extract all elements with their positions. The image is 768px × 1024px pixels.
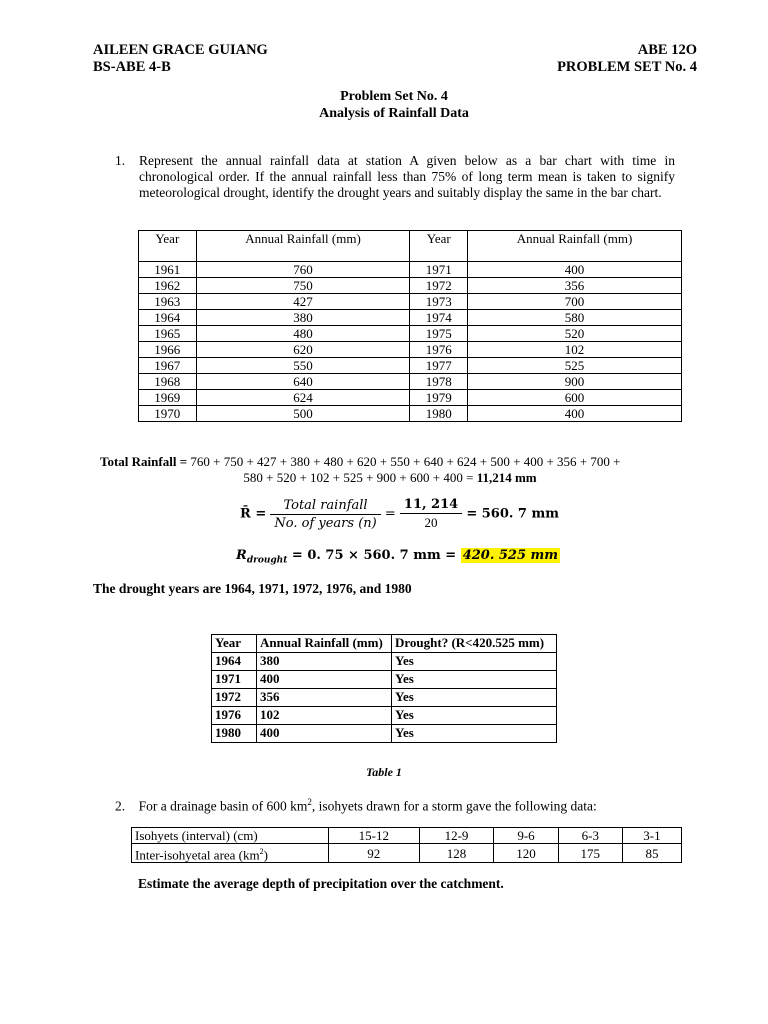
table-row (212, 689, 557, 707)
drought-equation (236, 548, 560, 566)
isohyet-row-intervals (132, 828, 682, 844)
table-cell: 1972 (212, 689, 257, 707)
drought-table-header (212, 635, 557, 653)
table-row (139, 326, 682, 342)
table-cell: 550 (196, 358, 410, 374)
table-cell: 525 (468, 358, 682, 374)
table-row (139, 358, 682, 374)
table-cell: 400 (468, 406, 682, 422)
table-cell: 1967 (139, 358, 197, 374)
table-cell: 1977 (410, 358, 468, 374)
table-cell: 356 (468, 278, 682, 294)
mean-fraction-2 (400, 497, 462, 531)
drought-sub: drought (246, 555, 288, 566)
table-cell: 356 (257, 689, 392, 707)
table-cell: 9-6 (494, 828, 558, 844)
mean-denominator-1: No. of years (n) (274, 515, 377, 531)
title-line-2: Analysis of Rainfall Data (319, 106, 469, 121)
table-cell: 480 (196, 326, 410, 342)
drought-header-rainfall: Annual Rainfall (mm) (257, 635, 392, 653)
table-cell: 427 (196, 294, 410, 310)
table-cell: 1972 (410, 278, 468, 294)
table-cell: 1962 (139, 278, 197, 294)
table-row (212, 725, 557, 743)
isohyet-area-label (132, 844, 329, 863)
table-cell: 400 (257, 671, 392, 689)
isohyet-interval-label: Isohyets (interval) (cm) (132, 828, 329, 844)
table-cell: Yes (392, 653, 557, 671)
table-cell: 128 (419, 844, 494, 863)
table-cell: 1978 (410, 374, 468, 390)
header-year-1: Year (139, 231, 197, 262)
table-cell: 750 (196, 278, 410, 294)
problem-set-label: PROBLEM SET No. 4 (557, 59, 697, 75)
title-line-1: Problem Set No. 4 (340, 89, 448, 104)
table-cell: 1980 (212, 725, 257, 743)
table-cell: 400 (257, 725, 392, 743)
drought-table (211, 634, 557, 743)
drought-header-year: Year (212, 635, 257, 653)
mean-eq-sign: = (384, 506, 396, 522)
mean-numerator-2: 11, 214 (400, 497, 462, 514)
drought-threshold-highlight: 420. 525 mm (462, 548, 559, 563)
rainfall-table-body (139, 262, 682, 422)
header-year-2: Year (410, 231, 468, 262)
table-cell: Yes (392, 707, 557, 725)
table-cell: 120 (494, 844, 558, 863)
page-title (0, 88, 768, 122)
table-cell: 624 (196, 390, 410, 406)
question-1 (115, 153, 675, 201)
course-code: ABE 12O (637, 42, 697, 58)
question-1-text: Represent the annual rainfall data at station A given below as a bar chart with time in chronological order. If the annual rainfall less than 75% of long term mean is taken to signify meteorological drought, identify the drought years and suitably display the same in the bar chart. (139, 153, 675, 200)
table-row (139, 310, 682, 326)
table-cell: 85 (622, 844, 681, 863)
table-cell: 520 (468, 326, 682, 342)
table-cell: 3-1 (622, 828, 681, 844)
table-cell: 400 (468, 262, 682, 278)
table-cell: 6-3 (558, 828, 622, 844)
header-rainfall-2: Annual Rainfall (mm) (468, 231, 682, 262)
isohyet-row-areas (132, 844, 682, 863)
mean-lhs: R̄ = (240, 506, 267, 522)
mean-result: = 560. 7 mm (466, 506, 560, 522)
drought-lhs: R (236, 548, 247, 563)
table-cell: 1980 (410, 406, 468, 422)
table-cell: 640 (196, 374, 410, 390)
table-row (139, 294, 682, 310)
drought-mid: = 0. 75 × 560. 7 mm = (287, 548, 461, 563)
table-cell: 1965 (139, 326, 197, 342)
table-cell: 1979 (410, 390, 468, 406)
table-row (139, 262, 682, 278)
estimate-instruction: Estimate the average depth of precipitation over the catchment. (138, 876, 504, 891)
student-name: AILEEN GRACE GUIANG (93, 42, 268, 58)
table-cell: 1969 (139, 390, 197, 406)
table-cell: 900 (468, 374, 682, 390)
table-cell: 1974 (410, 310, 468, 326)
table-cell: 12-9 (419, 828, 494, 844)
question-1-number: 1. (115, 153, 126, 168)
table-cell: Yes (392, 725, 557, 743)
table-cell: 1968 (139, 374, 197, 390)
mean-fraction-1 (270, 498, 380, 531)
table-cell: 600 (468, 390, 682, 406)
table-cell: 175 (558, 844, 622, 863)
mean-denominator-2: 20 (424, 515, 438, 530)
table-cell: 102 (468, 342, 682, 358)
table-cell: Yes (392, 671, 557, 689)
isohyet-area-label-post: ) (263, 847, 268, 863)
table-row (139, 374, 682, 390)
table-cell: 1964 (139, 310, 197, 326)
table-cell: Yes (392, 689, 557, 707)
table-cell: 1975 (410, 326, 468, 342)
question-2-number: 2. (115, 798, 126, 814)
total-eq: = (176, 454, 191, 469)
question-2 (115, 797, 597, 815)
table-cell: 380 (196, 310, 410, 326)
question-2-text-pre: For a drainage basin of 600 km (138, 798, 308, 814)
table-cell: 1964 (212, 653, 257, 671)
table-row (212, 707, 557, 725)
table-row (212, 653, 557, 671)
total-line-2-wrap (100, 470, 680, 486)
drought-table-body (212, 653, 557, 743)
total-label: Total Rainfall (100, 454, 177, 469)
rainfall-table (138, 230, 682, 422)
mean-numerator-1: Total rainfall (270, 498, 380, 515)
table-cell: 580 (468, 310, 682, 326)
rainfall-table-header (139, 231, 682, 262)
table-cell: 1973 (410, 294, 468, 310)
table-cell: 15-12 (329, 828, 420, 844)
table-row (212, 671, 557, 689)
drought-years-text: The drought years are 1964, 1971, 1972, 1976, and 1980 (93, 581, 412, 596)
table-cell: 760 (196, 262, 410, 278)
table-cell: 1976 (410, 342, 468, 358)
table-cell: 102 (257, 707, 392, 725)
table-cell: 1966 (139, 342, 197, 358)
drought-header-drought: Drought? (R<420.525 mm) (392, 635, 557, 653)
table-cell: 1970 (139, 406, 197, 422)
isohyet-area-label-pre: Inter-isohyetal area (km (135, 847, 260, 863)
table-cell: 620 (196, 342, 410, 358)
total-result: 11,214 mm (476, 470, 537, 485)
total-line-2: 580 + 520 + 102 + 525 + 900 + 600 + 400 = (243, 470, 477, 485)
header-left (93, 42, 268, 76)
table-cell: 1971 (410, 262, 468, 278)
table-cell: 1963 (139, 294, 197, 310)
table-cell: 500 (196, 406, 410, 422)
table-cell: 92 (329, 844, 420, 863)
question-2-sup: 2 (307, 797, 312, 807)
table-caption: Table 1 (366, 765, 402, 779)
header-rainfall-1: Annual Rainfall (mm) (196, 231, 410, 262)
isohyet-table (131, 827, 682, 863)
total-rainfall (100, 454, 680, 486)
total-line-1: 760 + 750 + 427 + 380 + 480 + 620 + 550 + 640 + 624 + 500 + 400 + 356 + 700 + (190, 454, 621, 469)
table-cell: 1961 (139, 262, 197, 278)
mean-equation (240, 497, 559, 531)
table-cell: 380 (257, 653, 392, 671)
table-row (139, 390, 682, 406)
header-right (557, 42, 697, 76)
question-2-text-post: , isohyets drawn for a storm gave the following data: (311, 798, 597, 814)
isohyet-area-label-sup: 2 (259, 847, 264, 856)
table-row (139, 406, 682, 422)
table-cell: 700 (468, 294, 682, 310)
table-row (139, 342, 682, 358)
table-cell: 1971 (212, 671, 257, 689)
table-cell: 1976 (212, 707, 257, 725)
table-row (139, 278, 682, 294)
student-section: BS-ABE 4-B (93, 59, 171, 75)
